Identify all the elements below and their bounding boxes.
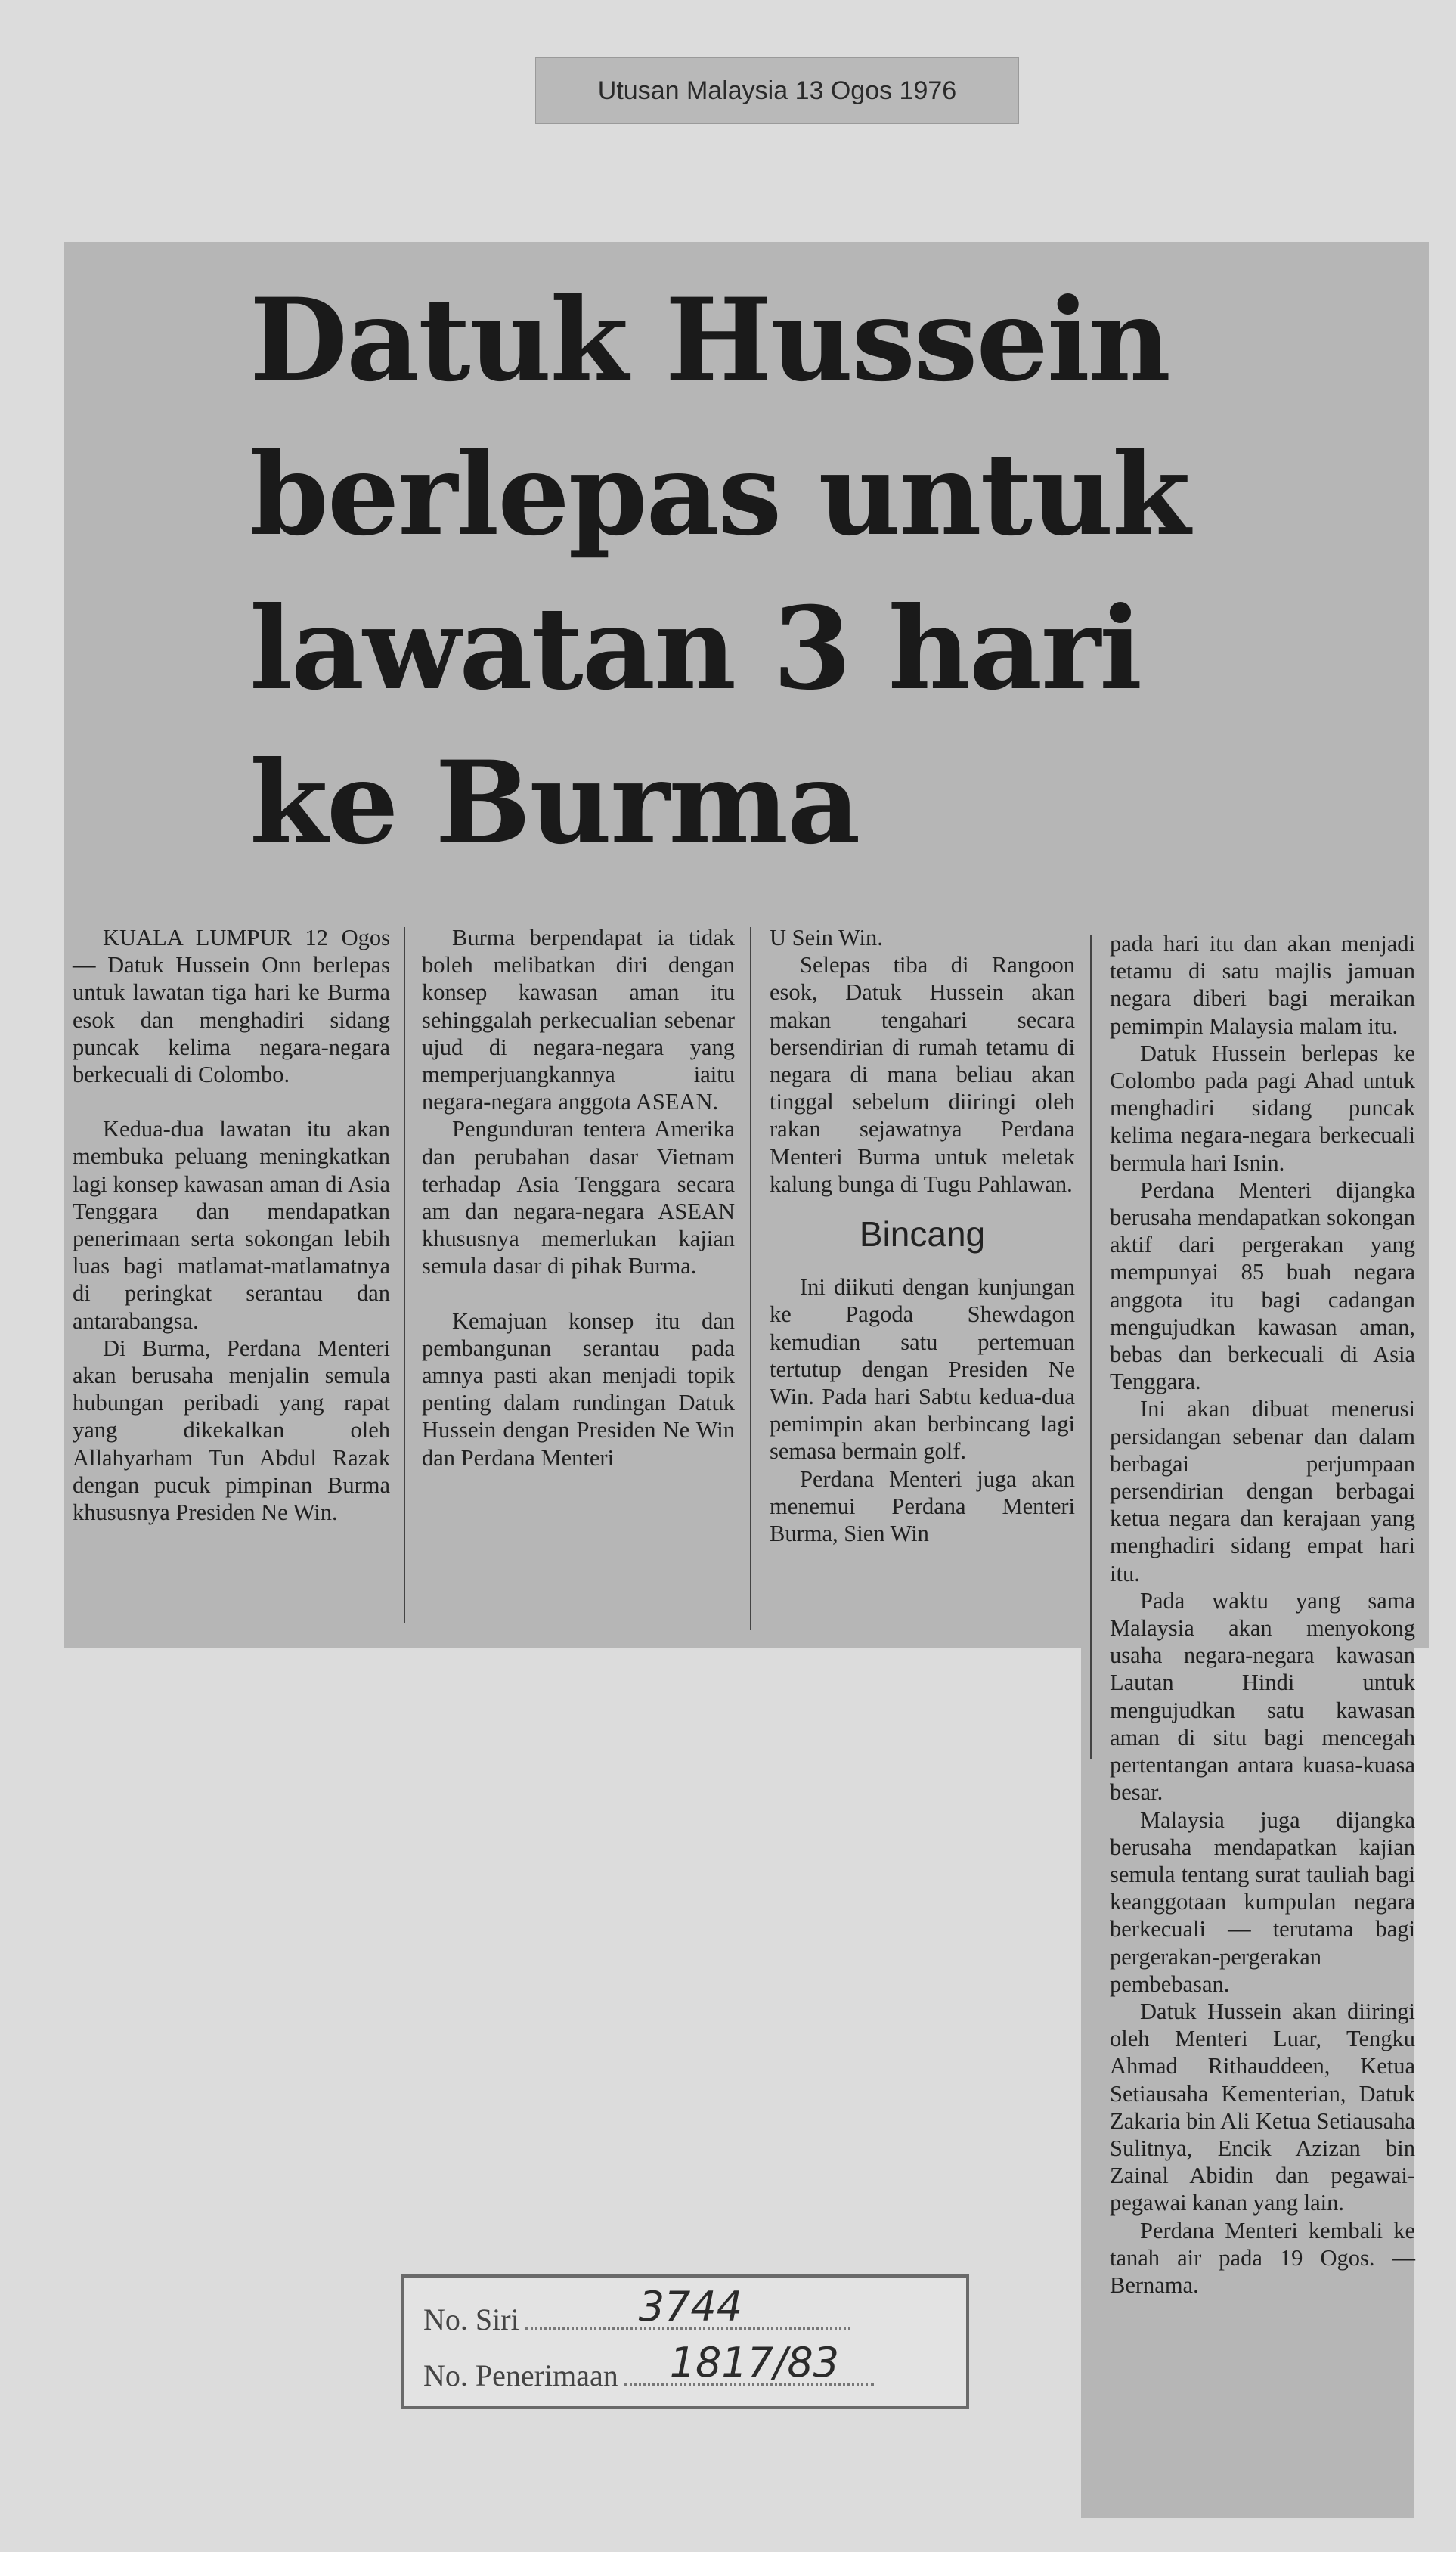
- paragraph: Perdana Menteri dijangka berusaha mendapatkan sokongan aktif dari pergerakan yang mempunyai 85 buah negara anggota itu bagi cadangan mengujudkan kawasan aman, bebas dan berkecuali di Asia Tenggara.: [1110, 1177, 1415, 1395]
- paragraph: Kedua-dua lawatan itu akan membuka peluang meningkatkan lagi konsep kawasan aman di Asia Tenggara dan mendapatkan penerimaan serta sokongan lebih luas bagi matlamat-matlamatnya di peringkat serantau dan antarabangsa.: [73, 1116, 390, 1334]
- paragraph: Perdana Menteri juga akan menemui Perdana Menteri Burma, Sien Win: [770, 1465, 1075, 1547]
- penerimaan-row: [423, 2339, 874, 2393]
- article-column-2: [422, 924, 735, 1471]
- paragraph: Selepas tiba di Rangoon esok, Datuk Hussein akan makan tengahari secara bersendirian di rumah tetamu di negara di mana beliau akan tinggal sebelum diiringi oleh rakan sejawatnya Perdana Menteri Burma untuk meletak kalung bunga di Tugu Pahlawan.: [770, 952, 1075, 1197]
- article-column-3: [770, 924, 1075, 1547]
- column-rule: [750, 927, 751, 1630]
- subheading: Bincang: [859, 1214, 986, 1254]
- penerimaan-label: No. Penerimaan: [423, 2358, 618, 2392]
- archive-stamp: [401, 2274, 969, 2409]
- paragraph: Kemajuan konsep itu dan pembangunan serantau pada amnya pasti akan menjadi topik penting dalam rundingan Datuk Hussein dengan Presiden Ne Win dan Perdana Menteri: [422, 1307, 735, 1471]
- paragraph: Pengunduran tentera Amerika dan perubahan dasar Vietnam terhadap Asia Tenggara secara am dan negara-negara ASEAN khususnya memerlukan kajian semula dasar di pihak Burma.: [422, 1116, 735, 1279]
- paragraph: Ini akan dibuat menerusi persidangan sebenar dan dalam berbagai perjumpaan persendirian dengan berbagai ketua negara dan kerajaan yang menghadiri sidang empat hari itu.: [1110, 1396, 1415, 1586]
- penerimaan-line: [624, 2339, 874, 2386]
- paragraph: KUALA LUMPUR 12 Ogos — Datuk Hussein Onn berlepas untuk lawatan tiga hari ke Burma esok dan menghadiri sidang puncak kelima negara-negara berkecuali di Colombo.: [73, 925, 390, 1088]
- article-column-4: [1110, 930, 1415, 2299]
- paragraph: Di Burma, Perdana Menteri akan berusaha menjalin semula hubungan peribadi yang rapat yang dikekalkan oleh Allahyarham Tun Abdul Razak dengan pucuk pimpinan Burma khususnya Presiden Ne Win.: [73, 1335, 390, 1526]
- source-label: Utusan Malaysia 13 Ogos 1976: [535, 57, 1019, 124]
- headline: Datuk Hussein berlepas untuk lawatan 3 hari ke Burma: [249, 274, 1189, 870]
- siri-handwritten-value: 3744: [638, 2283, 743, 2330]
- paragraph: Ini diikuti dengan kunjungan ke Pagoda Shewdagon kemudian satu pertemuan tertutup dengan Presiden Ne Win. Pada hari Sabtu kedua-dua pemimpin akan berbincang lagi semasa bermain golf.: [770, 1274, 1075, 1465]
- siri-row: [423, 2283, 850, 2337]
- paragraph: Burma berpendapat ia tidak boleh melibatkan diri dengan konsep kawasan aman itu sehinggalah perkecualian sebenar ujud di negara-negara yang memperjuangkannya iaitu negara-negara anggota ASEAN.: [422, 925, 735, 1115]
- column-rule: [404, 927, 405, 1623]
- paragraph: Malaysia juga dijangka berusaha mendapatkan kajian semula tentang surat tauliah bagi keanggotaan kumpulan negara berkecuali — terutama bagi pergerakan-pergerakan pembebasan.: [1110, 1806, 1415, 1997]
- paragraph: U Sein Win.: [770, 925, 883, 950]
- paragraph: Perdana Menteri kembali ke tanah air pada 19 Ogos. — Bernama.: [1110, 2217, 1415, 2298]
- penerimaan-handwritten-value: 1817/83: [669, 2339, 840, 2386]
- article-column-1: [73, 924, 390, 1526]
- siri-label: No. Siri: [423, 2302, 519, 2336]
- siri-line: [525, 2283, 850, 2330]
- paragraph: Datuk Hussein akan diiringi oleh Menteri Luar, Tengku Ahmad Rithauddeen, Ketua Setiausaha Kementerian, Datuk Zakaria bin Ali Ketua Setiausaha Sulitnya, Encik Azizan bin Zainal Abidin dan pegawai-pegawai kanan yang lain.: [1110, 1998, 1415, 2216]
- paragraph: Datuk Hussein berlepas ke Colombo pada pagi Ahad untuk menghadiri sidang puncak kelima negara-negara berkecuali bermula hari Isnin.: [1110, 1040, 1415, 1176]
- column-rule: [1090, 935, 1092, 1759]
- paragraph: pada hari itu dan akan menjadi tetamu di satu majlis jamuan negara diberi bagi meraikan pemimpin Malaysia malam itu.: [1110, 931, 1415, 1039]
- paragraph: Pada waktu yang sama Malaysia akan menyokong usaha negara-negara kawasan Lautan Hindi untuk mengujudkan satu kawasan aman di situ bagi mencegah pertentangan antara kuasa-kuasa besar.: [1110, 1587, 1415, 1806]
